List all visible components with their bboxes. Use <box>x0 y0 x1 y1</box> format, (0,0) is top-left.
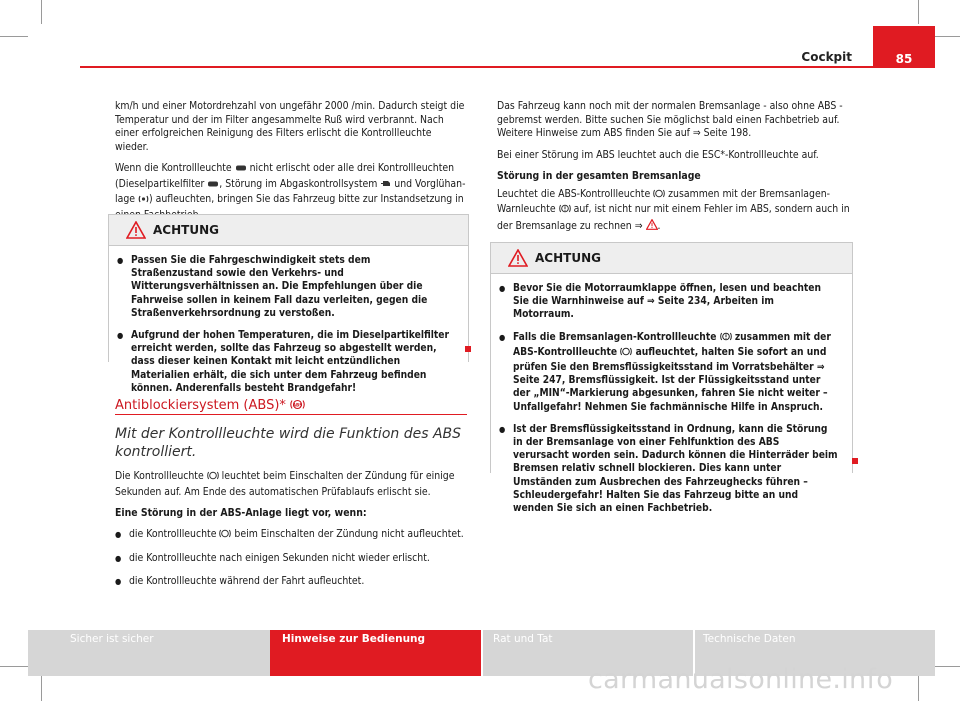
watermark: carmanualsonline.info <box>588 664 894 695</box>
warning-triangle-icon <box>508 249 528 267</box>
warning-bullet: ● Aufgrund der hohen Temperaturen, die im Dieselpartikelfilter erreicht werden, sollte das Fahrzeug so abgestellt werden, dass dieser keinen Kontakt mit leicht entzündlichen Materialien erhält, die sich unter dem Fahrzeug befinden können. Anderenfalls besteht Brandgefahr! <box>117 329 454 395</box>
paragraph: Leuchtet die ABS-Kontrollleuchte zusammen mit der Bremsanlagen-Warnleuchte auf, ist nicht nur mit einem Fehler im ABS, sondern auch in der Bremsanlage zu rechnen ⇒ . <box>497 187 850 232</box>
paragraph: Wenn die Kontrollleuchte nicht erlischt oder alle drei Kontrollleuchten (Dieselpartikelfilter , Störung im Abgaskontrollsystem und Vorglühanlage ) aufleuchten, bringen Sie das Fahrzeug bitte zur Instandsetzung in <box>115 162 467 222</box>
brake-warning-icon <box>720 332 732 346</box>
left-column <box>115 100 467 230</box>
paragraph: Bei einer Störung im ABS leuchtet auch die ESC*-Kontrollleuchte auf. <box>497 148 819 161</box>
warning-bullet: ● Bevor Sie die Motorraumklappe öffnen, lesen und beachten Sie die Warnhinweise auf ⇒ Seite 234, Arbeiten im Motorraum. <box>499 282 838 322</box>
warning-box <box>490 242 853 515</box>
page-number: 85 <box>873 26 935 66</box>
warning-title: ACHTUNG <box>153 223 219 237</box>
right-column <box>497 100 855 241</box>
section-rule <box>115 414 467 415</box>
crop-mark <box>41 676 42 701</box>
subheading: Störung in der gesamten Bremsanlage <box>497 170 701 182</box>
list-item: ● die Kontrollleuchte nach einigen Sekunden nicht wieder erlischt. <box>115 552 467 566</box>
abs-icon <box>653 189 665 204</box>
footer-tab-sicher[interactable]: Sicher ist sicher <box>28 630 270 676</box>
warning-bullet: ● Ist der Bremsflüssigkeitsstand in Ordnung, kann die Störung in der Bremsanlage von einer Fehlfunktion des ABS verursacht worden sein. Dadurch können die Hinterräder beim Bremsen relativ schnell blockieren. Dies kann unter Umständen zum Ausbrechen des Fahrzeughecks führen – Schleudergefahr! Halten Sie das Fahrzeug bitte an und wenden Sie sich an einen Fachbetrieb. <box>499 423 838 515</box>
warning-bullet: ● Passen Sie die Fahrgeschwindigkeit stets dem Straßenzustand sowie den Verkehrs- und Witterungsverhältnissen an. Die Empfehlungen über die Fahrweise sollen in keinem Fall dazu verleiten, gegen die Straßenverkehrsordnung zu verstoßen. <box>117 254 454 320</box>
section-title: Antiblockiersystem (ABS)* ABS <box>115 398 305 413</box>
engine-control-icon <box>380 179 391 194</box>
abs-icon <box>219 529 231 544</box>
fault-heading: Eine Störung in der ABS-Anlage liegt vor, wenn: <box>115 507 367 519</box>
warning-header <box>491 243 852 274</box>
warning-bullet: ● Falls die Bremsanlagen-Kontrollleuchte zusammen mit der ABS-Kontrollleuchte aufleuchtet, halten Sie sofort an und prüfen Sie den Bremsflüssigkeitsstand im Vorratsbehälter ⇒ Seite 247, Bremsflüssigkeit. Ist der Flüssigkeitsstand unter der „MIN“-Markierung abgesunken, fahren Sie nicht weiter – Unfallgefahr! Nehmen Sie fachmännische Hilfe in Anspruch. <box>499 331 838 414</box>
warning-body <box>491 274 852 530</box>
crop-mark <box>932 666 960 667</box>
warning-title: ACHTUNG <box>535 251 601 265</box>
dpf-warning-icon <box>235 164 247 178</box>
paragraph: Das Fahrzeug kann noch mit der normalen Bremsanlage - also ohne ABS - gebremst werden. Bitte suchen Sie möglichst bald einen Fachbetrieb auf. Weitere Hinweise zum ABS finden Sie auf ⇒ Seite 198. <box>497 100 843 139</box>
crop-mark <box>0 666 28 667</box>
list-item: ● die Kontrollleuchte während der Fahrt aufleuchtet. <box>115 575 467 589</box>
crop-mark <box>0 36 28 37</box>
crop-mark <box>918 0 919 24</box>
section-end-marker <box>852 458 858 464</box>
crop-mark <box>918 676 919 701</box>
glow-plug-icon <box>138 194 149 209</box>
abs-description <box>115 470 467 597</box>
abs-icon <box>290 399 305 410</box>
header-rule <box>80 66 935 68</box>
abs-icon <box>620 347 632 361</box>
dpf-icon <box>207 180 219 194</box>
warning-body <box>109 246 468 410</box>
footer-tab-technik[interactable]: Technische Daten <box>695 630 935 676</box>
warning-box <box>108 214 469 394</box>
paragraph: Die Kontrollleuchte leuchtet beim Einschalten der Zündung für einige Sekunden auf. Am Ende des automatischen Prüfablaufs erlischt sie. <box>115 470 455 498</box>
crop-mark <box>932 36 960 37</box>
abs-icon <box>207 471 219 486</box>
paragraph: km/h und einer Motordrehzahl von ungefähr 2000 /min. Dadurch steigt die Temperatur und der im Filter angesammelte Ruß wird verbrannt. Nach einer erfolgreichen Reinigung des Filters erlischt die Kontrollleuchte wieder. <box>115 100 465 153</box>
warning-header <box>109 215 468 246</box>
section-intro: Mit der Kontrollleuchte wird die Funktion des ABS kontrolliert. <box>115 426 462 460</box>
brake-warning-icon <box>559 204 571 219</box>
fault-list <box>115 528 467 589</box>
footer-tab-rat[interactable]: Rat und Tat <box>483 630 693 676</box>
section-end-marker <box>465 346 471 352</box>
list-item: ● die Kontrollleuchte beim Einschalten der Zündung nicht aufleuchtet. <box>115 528 467 544</box>
crop-mark <box>41 0 42 24</box>
footer-tab-bedienung[interactable]: Hinweise zur Bedienung <box>270 630 481 676</box>
warning-triangle-icon <box>126 221 146 239</box>
warning-triangle-icon <box>646 219 658 230</box>
page-title: Cockpit <box>801 50 852 64</box>
svg-text:ABS: ABS <box>292 402 303 408</box>
